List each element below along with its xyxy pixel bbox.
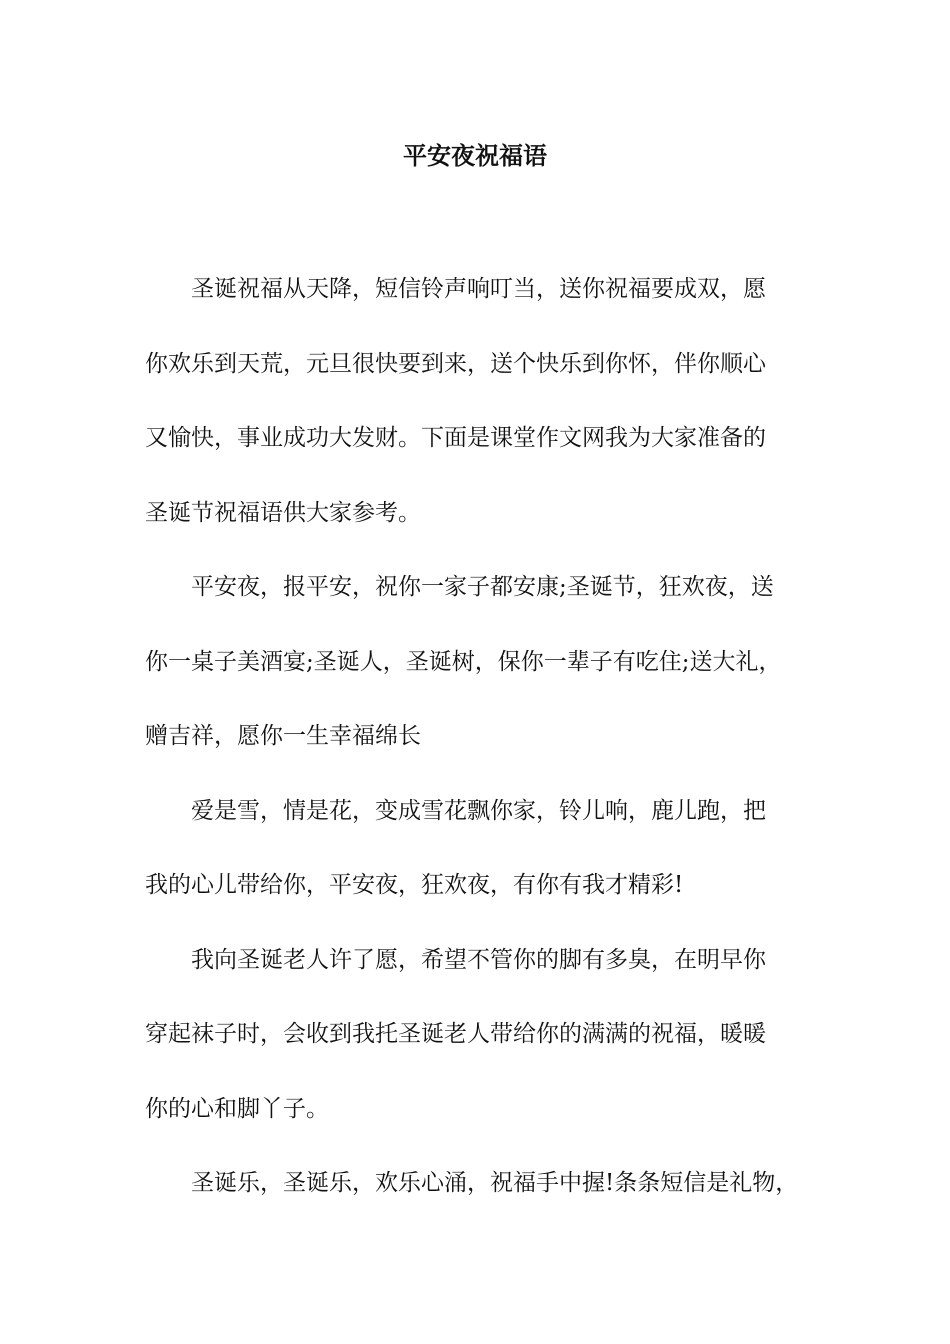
text-line: 又愉快，事业成功大发财。下面是课堂作文网我为大家准备的 xyxy=(145,425,766,451)
paragraph xyxy=(145,923,807,1147)
text-line: 你的心和脚丫子。 xyxy=(145,1095,329,1122)
document-title: 平安夜祝福语 xyxy=(403,141,547,170)
text-line: 圣诞乐，圣诞乐，欢乐心涌，祝福手中握!条条短信是礼物， xyxy=(191,1170,799,1196)
paragraph xyxy=(145,252,807,550)
text-line: 圣诞节祝福语供大家参考。 xyxy=(145,499,421,526)
text-line: 圣诞祝福从天降，短信铃声响叮当，送你祝福要成双，愿 xyxy=(191,276,766,302)
document-body xyxy=(145,252,807,1221)
text-line: 你一桌子美酒宴;圣诞人，圣诞树，保你一辈子有吃住;送大礼， xyxy=(145,648,782,675)
paragraph xyxy=(145,550,807,774)
text-line: 我的心儿带给你，平安夜，狂欢夜，有你有我才精彩! xyxy=(145,872,684,898)
text-line: 平安夜，报平安，祝你一家子都安康;圣诞节，狂欢夜，送 xyxy=(191,574,774,600)
text-line: 爱是雪，情是花，变成雪花飘你家，铃儿响，鹿儿跑，把 xyxy=(191,797,766,824)
text-line: 我向圣诞老人许了愿，希望不管你的脚有多臭，在明早你 xyxy=(191,946,766,973)
text-line: 你欢乐到天荒，元旦很快要到来，送个快乐到你怀，伴你顺心 xyxy=(145,350,766,377)
text-line: 赠吉祥，愿你一生幸福绵长 xyxy=(145,723,421,749)
paragraph xyxy=(145,1146,807,1221)
paragraph xyxy=(145,774,807,923)
text-line: 穿起袜子时，会收到我托圣诞老人带给你的满满的祝福，暖暖 xyxy=(145,1021,766,1047)
